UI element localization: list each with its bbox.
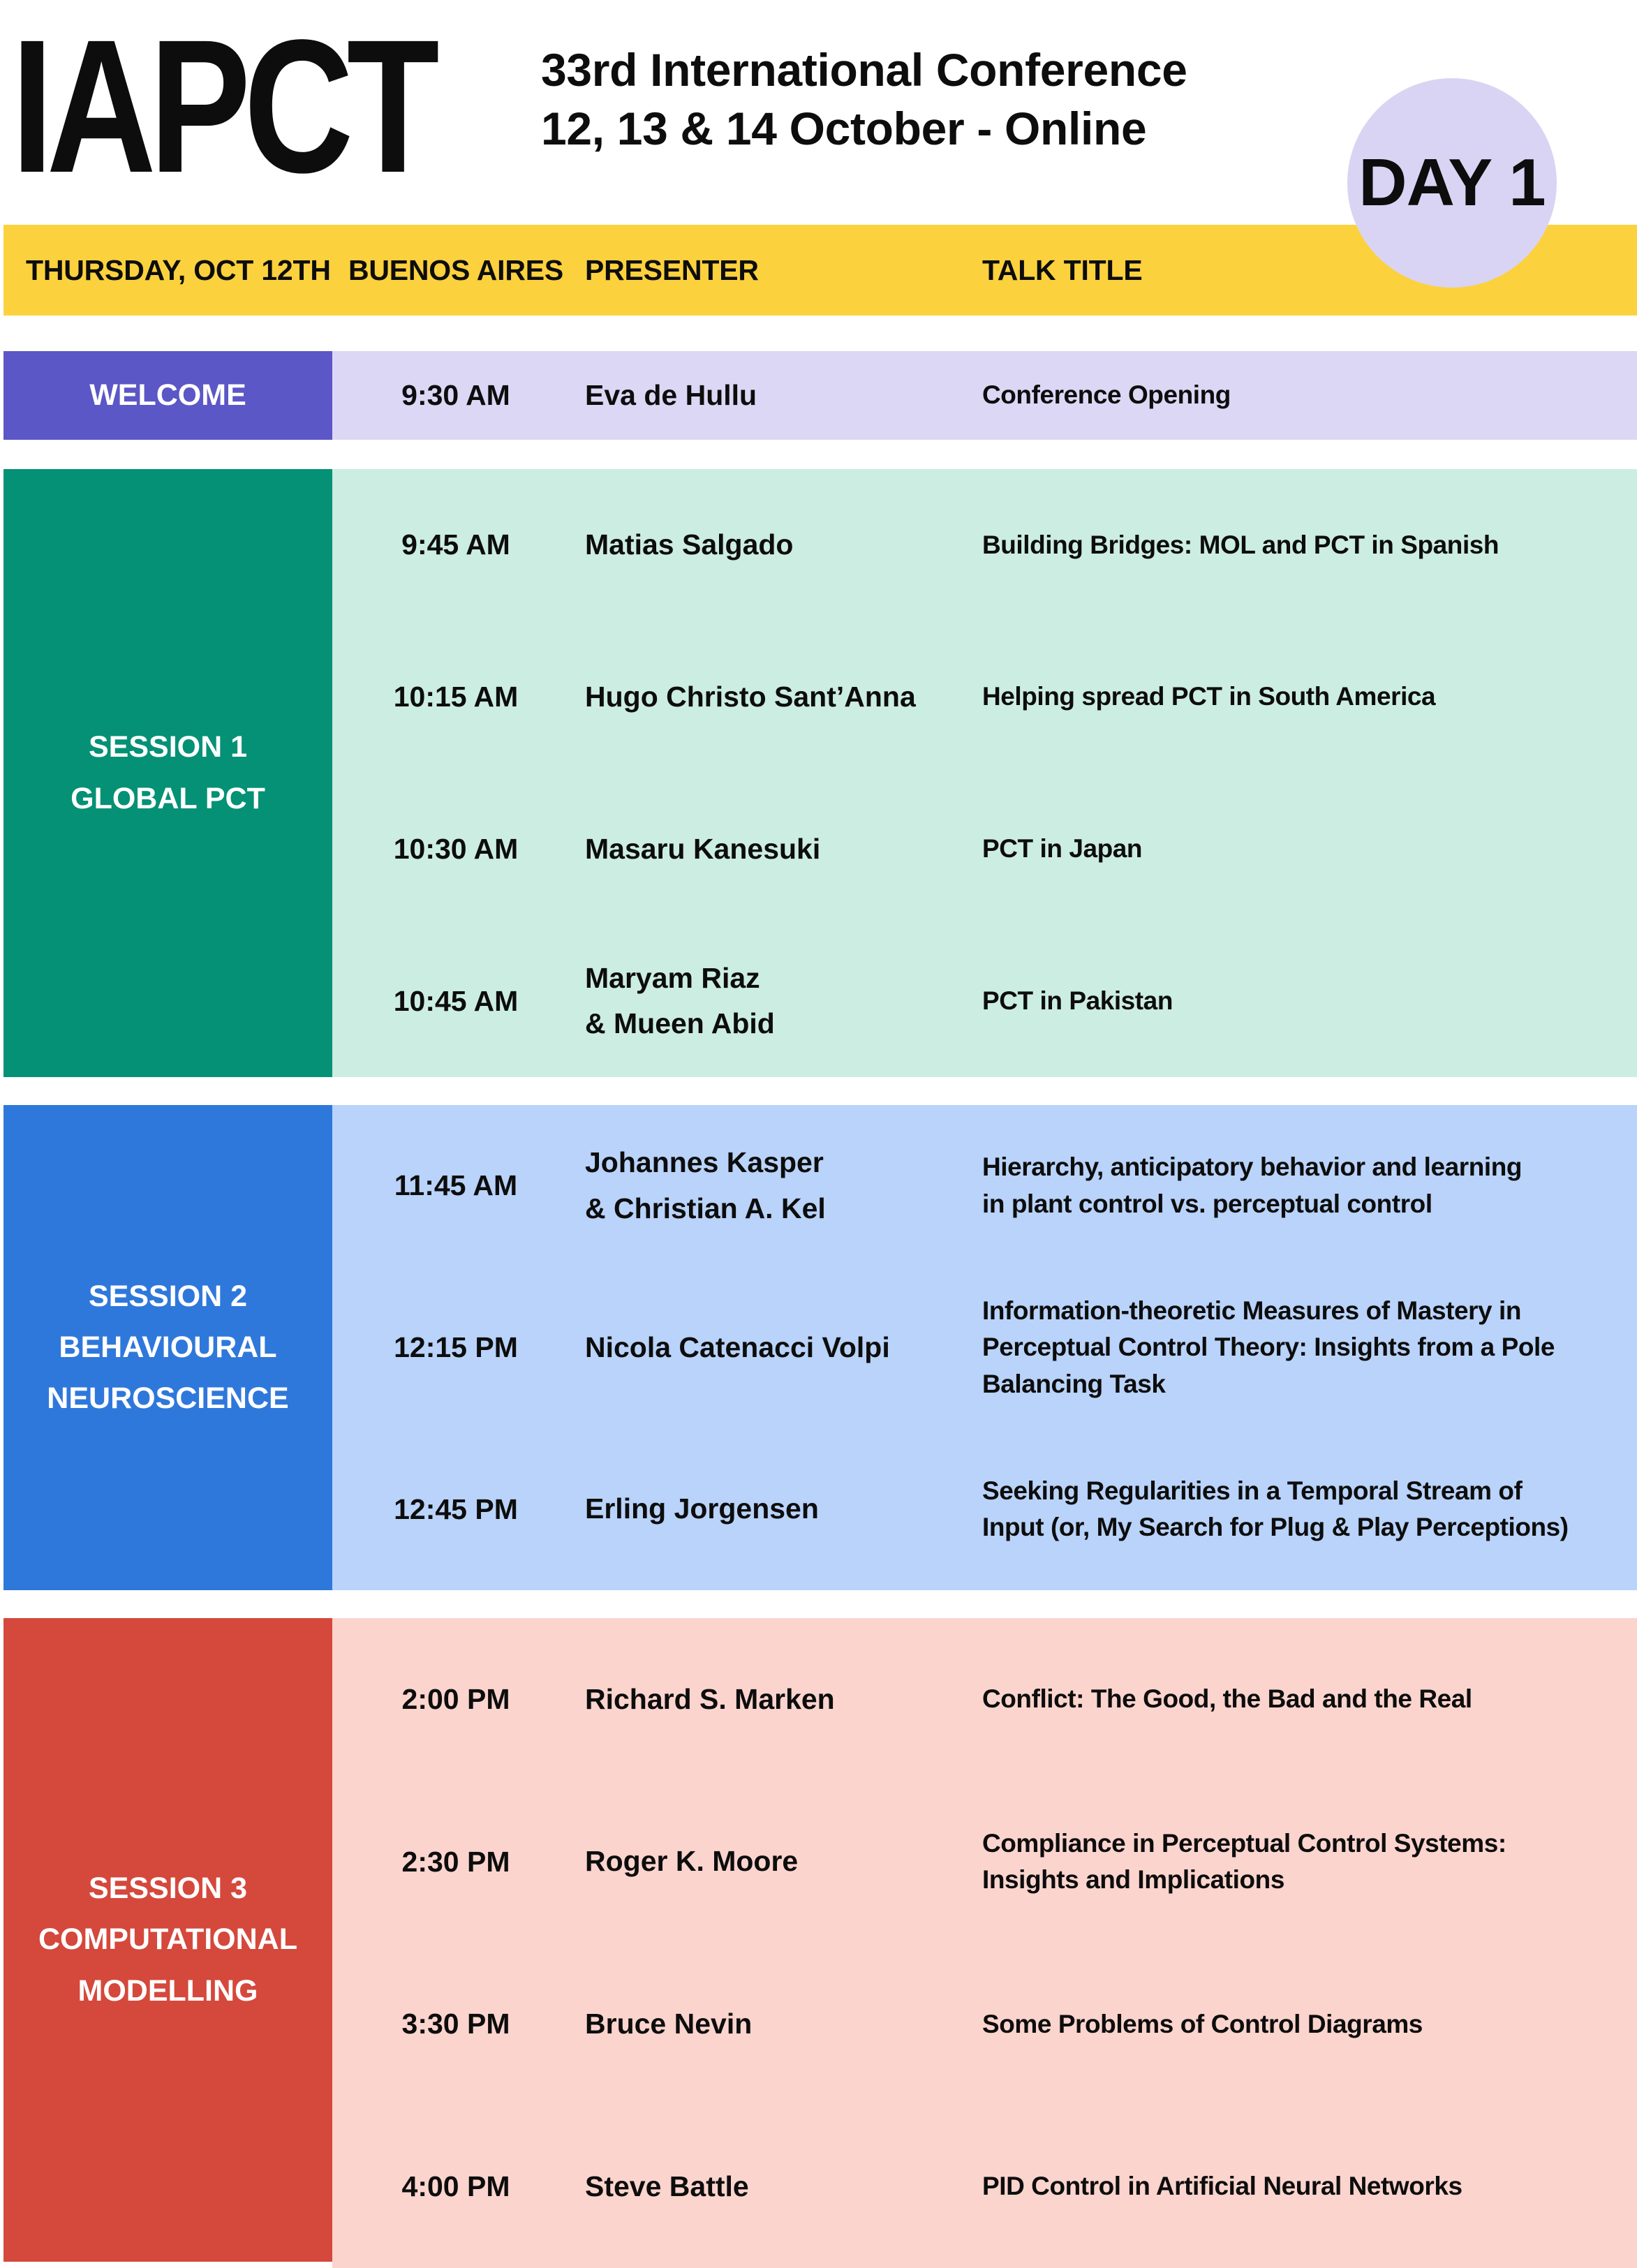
- presenter-line: Masaru Kanesuki: [585, 832, 821, 865]
- section-session3: [3, 1618, 1637, 2268]
- talk-title-cell: [982, 377, 1637, 414]
- schedule-row: [332, 2105, 1637, 2268]
- section-label-block: [3, 1105, 332, 1590]
- section-label-line: NEUROSCIENCE: [47, 1381, 289, 1416]
- time-cell: 9:45 AM: [401, 528, 510, 561]
- section-label-block: [3, 1618, 332, 2262]
- presenter-cell: [579, 373, 982, 419]
- talk-title-line: Conflict: The Good, the Bad and the Real: [982, 1684, 1472, 1714]
- iapct-logo: IAPCT: [11, 0, 433, 212]
- section-label-line: WELCOME: [89, 378, 246, 412]
- presenter-line: Nicola Catenacci Volpi: [585, 1331, 890, 1363]
- talk-title-line: Input (or, My Search for Plug & Play Perceptions): [982, 1513, 1569, 1542]
- talk-title-line: PCT in Japan: [982, 834, 1143, 864]
- talk-title-line: PID Control in Artificial Neural Networks: [982, 2172, 1462, 2201]
- column-header-talk-title: TALK TITLE: [982, 253, 1143, 286]
- schedule-row: [332, 1428, 1637, 1590]
- presenter-line: Matias Salgado: [585, 528, 794, 561]
- presenter-cell: [579, 674, 982, 720]
- presenter-cell: [579, 1325, 982, 1371]
- section-label-line: GLOBAL PCT: [71, 781, 265, 815]
- time-cell: 12:15 PM: [394, 1331, 518, 1363]
- presenter-line: Richard S. Marken: [585, 1682, 835, 1715]
- column-header-presenter: PRESENTER: [585, 253, 759, 286]
- talk-title-line: in plant control vs. perceptual control: [982, 1189, 1432, 1218]
- conference-subtitle: [541, 40, 1187, 158]
- section-rows: [332, 469, 1637, 1077]
- talk-title-cell: [982, 983, 1637, 1020]
- section-label-block: [3, 351, 332, 440]
- presenter-line: & Mueen Abid: [585, 1007, 775, 1040]
- talk-title-cell: [982, 1293, 1637, 1403]
- schedule-row: [332, 1267, 1637, 1429]
- section-session2: [3, 1105, 1637, 1590]
- time-cell: 9:30 AM: [401, 379, 510, 411]
- talk-title-line: Balancing Task: [982, 1369, 1166, 1398]
- section-label-block: [3, 469, 332, 1077]
- day-badge-circle: [1347, 78, 1557, 288]
- presenter-line: Hugo Christo Sant’Anna: [585, 680, 916, 713]
- talk-title-line: Hierarchy, anticipatory behavior and learning: [982, 1152, 1523, 1182]
- section-rows: [332, 351, 1637, 440]
- section-label-line: SESSION 1: [88, 730, 248, 764]
- presenter-line: Steve Battle: [585, 2170, 749, 2202]
- talk-title-cell: [982, 679, 1637, 716]
- talk-title-line: Information-theoretic Measures of Mastery in: [982, 1296, 1522, 1325]
- day-badge-label: DAY 1: [1358, 145, 1546, 220]
- section-label-line: BEHAVIOURAL: [59, 1330, 277, 1364]
- schedule-row: [332, 1781, 1637, 1943]
- talk-title-line: Conference Opening: [982, 380, 1231, 410]
- section-label-line: COMPUTATIONAL: [38, 1922, 298, 1957]
- talk-title-line: PCT in Pakistan: [982, 986, 1173, 1015]
- talk-title-cell: [982, 1825, 1637, 1899]
- schedule-row: [332, 469, 1637, 621]
- talk-title-cell: [982, 1473, 1637, 1546]
- schedule-row: [332, 621, 1637, 773]
- presenter-cell: [579, 2164, 982, 2210]
- time-cell: 11:45 AM: [394, 1169, 518, 1202]
- talk-title-cell: [982, 1149, 1637, 1222]
- column-header-timezone: BUENOS AIRES: [348, 253, 564, 286]
- presenter-line: & Christian A. Kel: [585, 1192, 826, 1224]
- presenter-cell: [579, 1140, 982, 1231]
- talk-title-cell: [982, 2168, 1637, 2205]
- time-cell: 2:00 PM: [401, 1682, 510, 1715]
- talk-title-line: Perceptual Control Theory: Insights from a Pole: [982, 1333, 1555, 1362]
- section-session1: [3, 469, 1637, 1077]
- talk-title-line: Seeking Regularities in a Temporal Stream of: [982, 1476, 1523, 1505]
- section-welcome: [3, 351, 1637, 440]
- subtitle-line-2: 12, 13 & 14 October - Online: [541, 103, 1147, 155]
- time-cell: 10:30 AM: [393, 832, 519, 865]
- presenter-cell: [579, 1486, 982, 1532]
- schedule-row: [332, 1943, 1637, 2106]
- time-cell: 3:30 PM: [401, 2008, 510, 2040]
- talk-title-line: Compliance in Perceptual Control Systems:: [982, 1828, 1506, 1858]
- time-cell: 4:00 PM: [401, 2170, 510, 2203]
- time-cell: 10:15 AM: [393, 681, 519, 713]
- presenter-cell: [579, 522, 982, 568]
- presenter-line: Johannes Kasper: [585, 1146, 824, 1179]
- talk-title-line: Building Bridges: MOL and PCT in Spanish: [982, 530, 1499, 559]
- talk-title-cell: [982, 831, 1637, 868]
- section-rows: [332, 1105, 1637, 1590]
- schedule-row: [332, 773, 1637, 926]
- time-cell: 10:45 AM: [393, 984, 519, 1017]
- time-cell: 2:30 PM: [401, 1845, 510, 1878]
- presenter-cell: [579, 1839, 982, 1885]
- presenter-line: Maryam Riaz: [585, 961, 760, 994]
- talk-title-cell: [982, 1681, 1637, 1718]
- presenter-line: Erling Jorgensen: [585, 1492, 819, 1525]
- talk-title-line: Helping spread PCT in South America: [982, 682, 1436, 711]
- schedule-row: [332, 351, 1637, 440]
- talk-title-line: Insights and Implications: [982, 1865, 1284, 1895]
- presenter-cell: [579, 956, 982, 1047]
- talk-title-line: Some Problems of Control Diagrams: [982, 2009, 1423, 2038]
- schedule-row: [332, 1105, 1637, 1267]
- schedule-row: [332, 925, 1637, 1077]
- section-label-line: SESSION 2: [88, 1279, 248, 1313]
- section-rows: [332, 1618, 1637, 2268]
- section-label-line: MODELLING: [77, 1973, 258, 2008]
- subtitle-line-1: 33rd International Conference: [541, 44, 1187, 96]
- schedule-row: [332, 1618, 1637, 1781]
- presenter-cell: [579, 2001, 982, 2047]
- talk-title-cell: [982, 527, 1637, 564]
- presenter-cell: [579, 1677, 982, 1723]
- column-header-date: THURSDAY, OCT 12TH: [26, 253, 331, 286]
- time-cell: 12:45 PM: [394, 1492, 518, 1525]
- presenter-cell: [579, 827, 982, 873]
- section-label-line: SESSION 3: [88, 1872, 248, 1906]
- presenter-line: Roger K. Moore: [585, 1845, 799, 1878]
- talk-title-cell: [982, 2006, 1637, 2043]
- presenter-line: Bruce Nevin: [585, 2008, 753, 2040]
- presenter-line: Eva de Hullu: [585, 378, 757, 411]
